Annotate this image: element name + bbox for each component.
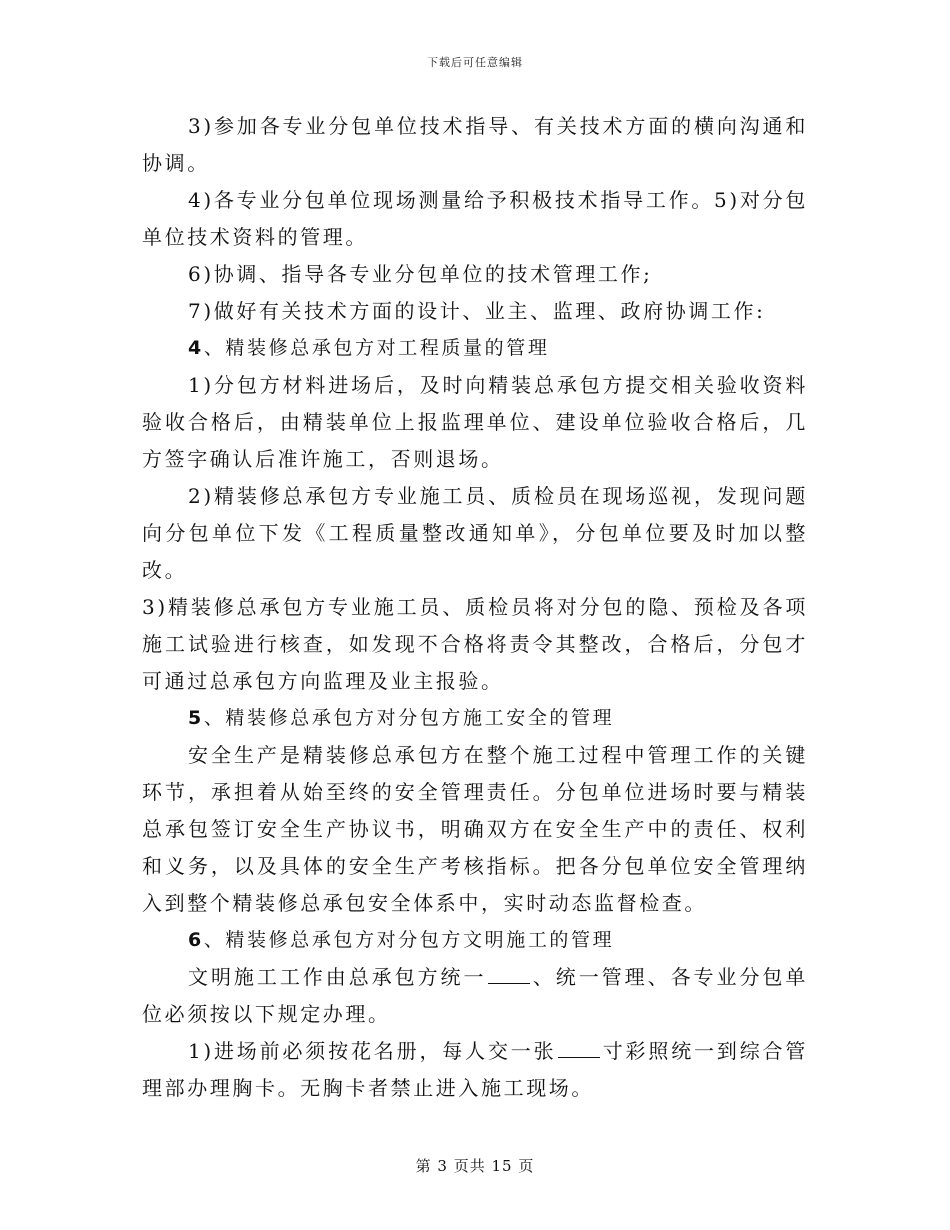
document-body: [142, 108, 808, 1107]
fill-in-blank: [488, 969, 530, 984]
paragraph-item-7: 7)做好有关技术方面的设计、业主、监理、政府协调工作:: [188, 299, 766, 323]
section-number-4: 4: [188, 337, 204, 359]
paragraph-quality-3: 3)精装修总承包方专业施工员、质检员将对分包的隐、预检及各项施工试验进行核查，如发现不合格将责令其整改，合格后，分包才可通过总承包方向监理及业主报验。: [142, 595, 808, 693]
paragraph-item-6: 6)协调、指导各专业分包单位的技术管理工作;: [188, 262, 653, 286]
paragraph-quality-2: 2)精装修总承包方专业施工员、质检员在现场巡视，发现问题向分包单位下发《工程质量整改通知单》，分包单位要及时加以整改。: [142, 484, 808, 582]
section-heading-4: [142, 330, 808, 367]
paragraph-civilized-1-part-a: 1)进场前必须按花名册，每人交一张: [188, 1039, 557, 1063]
section-title-4: 、精装修总承包方对工程质量的管理: [203, 337, 550, 359]
section-title-6: 、精装修总承包方对分包方文明施工的管理: [203, 929, 615, 951]
paragraph-civilized-intro-part-a: 文明施工工作由总承包方统一: [188, 965, 487, 989]
paragraph-civilized-1-part-b: 寸彩照统一到综合管理部办理胸卡。无胸卡者禁止进入施工现场。: [142, 1039, 808, 1100]
paragraph-civilized-1: [142, 1033, 808, 1107]
section-title-5: 、精装修总承包方对分包方施工安全的管理: [203, 707, 615, 729]
page-header-note: 下载后可任意编辑: [427, 56, 523, 69]
page-number-footer: 第 3 页共 15 页: [415, 1157, 535, 1175]
section-number-5: 5: [188, 707, 204, 729]
fill-in-blank: [558, 1043, 600, 1058]
paragraph-civilized-intro: [142, 959, 808, 1033]
section-heading-5: [142, 700, 808, 737]
paragraph-item-3: 3)参加各专业分包单位技术指导、有关技术方面的横向沟通和协调。: [142, 114, 808, 175]
section-number-6: 6: [188, 929, 204, 951]
paragraph-quality-1: 1)分包方材料进场后，及时向精装总承包方提交相关验收资料验收合格后，由精装单位上报监理单位、建设单位验收合格后，几方签字确认后准许施工，否则退场。: [142, 373, 808, 471]
paragraph-item-4-5: 4)各专业分包单位现场测量给予积极技术指导工作。5)对分包单位技术资料的管理。: [142, 188, 808, 249]
paragraph-civilized-intro-part-b: 、统一管理、各专业分包单位必须按以下规定办理。: [142, 965, 808, 1026]
section-heading-6: [142, 922, 808, 959]
paragraph-safety: 安全生产是精装修总承包方在整个施工过程中管理工作的关键环节，承担着从始至终的安全管理责任。分包单位进场时要与精装总承包签订安全生产协议书，明确双方在安全生产中的责任、权利和义务，以及具体的安全生产考核指标。把各分包单位安全管理纳入到整个精装修总承包安全体系中，实时动态监督检查。: [142, 743, 808, 915]
